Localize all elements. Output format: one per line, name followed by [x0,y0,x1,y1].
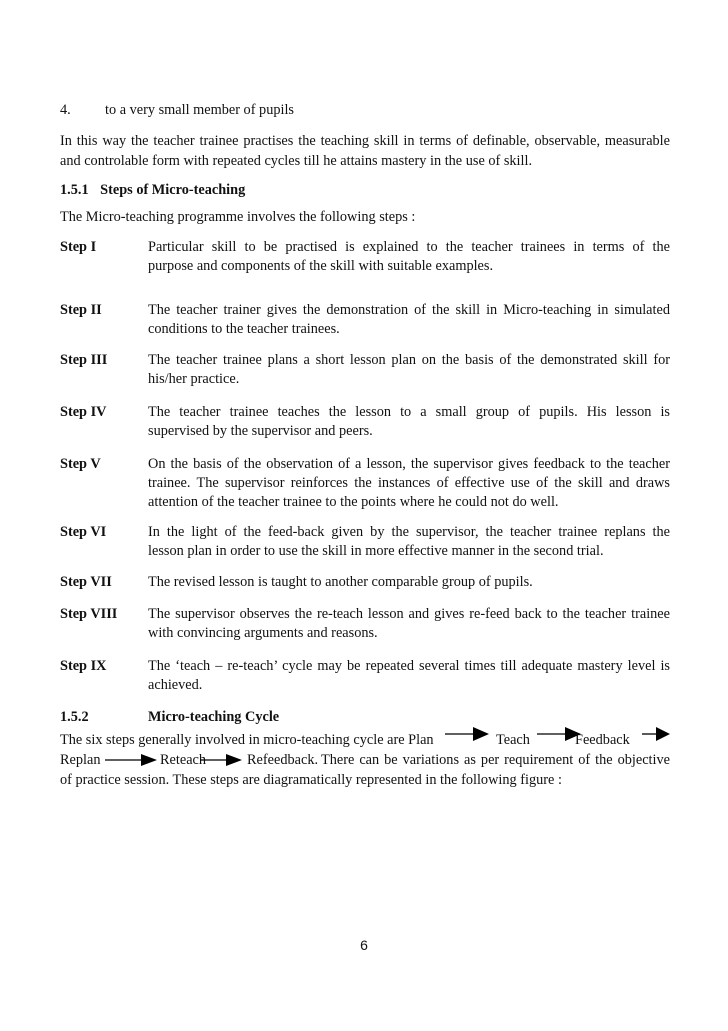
list-item-text: to a very small member of pupils [105,102,294,118]
step-line: Particular skill to be practised is explained to the teacher trainees in terms of the [148,239,670,255]
step-line: The teacher trainee plans a short lesson plan on the basis of the demonstrated skill for [148,352,670,368]
step-line: achieved. [148,677,203,693]
step-description [148,238,670,276]
cycle-item-feedback: Feedback [575,732,630,748]
step-label: Step VII [60,574,112,590]
step-label: Step VI [60,524,107,540]
section-number: 1.5.2 [60,709,89,725]
step-line: attention of the teacher trainee to the points where he could not do well. [148,494,559,510]
cycle-line-3: of practice session. These steps are diagramatically represented in the following figure : [60,772,562,788]
list-item-4 [60,101,294,119]
cycle-item-teach: Teach [496,732,530,748]
page-number: 6 [360,937,368,953]
cycle-item-refeedback: Refeedback. [247,752,319,768]
step-label: Step III [60,352,108,368]
step-description [148,605,670,643]
step-label: Step I [60,239,97,255]
arrow-right-icon [642,725,670,743]
step-description [148,657,670,695]
step-line: his/her practice. [148,371,240,387]
intro-line-1: In this way the teacher trainee practises the teaching skill in terms of definable, observable, measurable [60,133,670,149]
step-line: In the light of the feed-back given by the supervisor, the teacher trainee replans the [148,524,670,540]
step-line: The teacher trainee teaches the lesson to a small group of pupils. His lesson is [148,404,670,420]
step-line: with convincing arguments and reasons. [148,625,378,641]
cycle-line-2 [60,751,670,769]
step-description [148,301,670,339]
step-line: The revised lesson is taught to another comparable group of pupils. [148,574,533,590]
step-line: On the basis of the observation of a lesson, the supervisor gives feedback to the teacher [148,456,670,472]
step-description [148,573,670,592]
section-lead: The Micro-teaching programme involves the following steps : [60,209,416,225]
intro-line-2: and controlable form with repeated cycles till he attains mastery in the use of skill. [60,153,533,169]
step-label: Step VIII [60,606,118,622]
step-description [148,351,670,389]
step-description [148,455,670,512]
section-title: Steps of Micro-teaching [100,182,246,198]
list-item-number: 4. [60,102,71,118]
step-line: The supervisor observes the re-teach lesson and gives re-feed back to the teacher trainee [148,606,670,622]
cycle-line-1 [60,731,670,749]
section-heading-1-5-2 [60,708,280,726]
arrow-right-icon [105,752,157,768]
step-label: Step IV [60,404,107,420]
section-heading-1-5-1 [60,181,245,199]
step-line: The ‘teach – re-teach’ cycle may be repeated several times till adequate mastery level is [148,658,670,674]
step-line: lesson plan in order to use the skill in more effective manner in the second trial. [148,543,604,559]
cycle-intro: The six steps generally involved in micro-teaching cycle are Plan [60,732,434,748]
step-line: conditions to the teacher trainees. [148,321,340,337]
step-description [148,523,670,561]
arrow-right-icon [200,752,242,768]
cycle-item-replan: Replan [60,752,101,768]
step-label: Step IX [60,658,107,674]
step-line: supervised by the supervisor and peers. [148,423,373,439]
cycle-line-2-tail: There can be variations as per requirement of the objective [321,752,670,768]
step-line: purpose and components of the skill with suitable examples. [148,258,494,274]
step-line: The teacher trainer gives the demonstration of the skill in Micro-teaching in simulated [148,302,670,318]
section-title: Micro-teaching Cycle [148,709,280,725]
step-line: trainee. The supervisor reinforces the instances of effective use of the skill and draws [148,475,670,491]
arrow-right-icon [445,725,489,743]
section-number: 1.5.1 [60,182,89,198]
step-label: Step V [60,456,101,472]
step-label: Step II [60,302,102,318]
step-description [148,403,670,441]
cycle-item-reteach: Reteach [160,752,207,768]
